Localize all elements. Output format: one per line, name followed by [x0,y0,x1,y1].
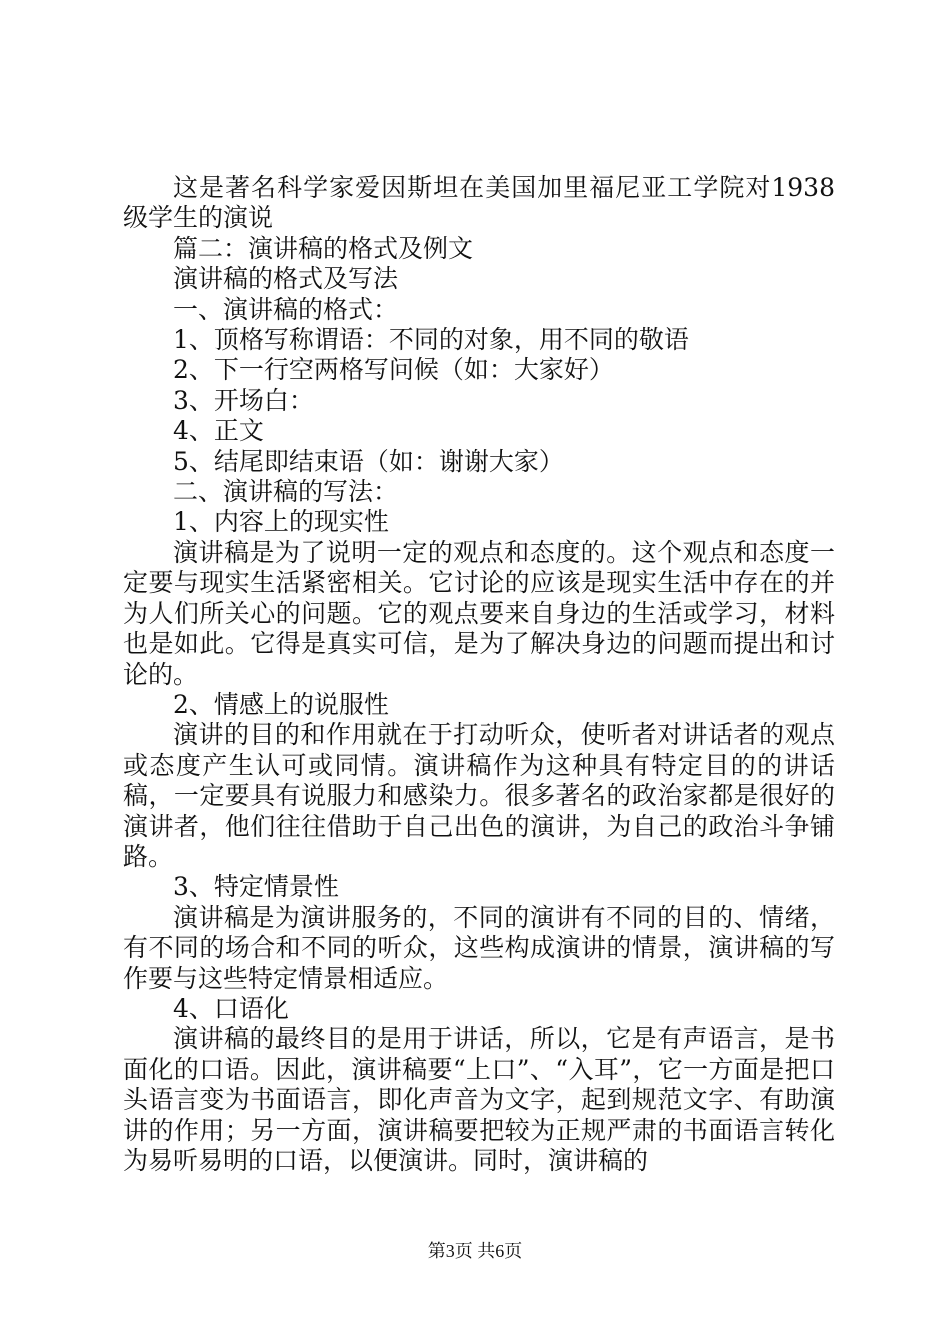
section-heading: 篇二：演讲稿的格式及例文 [173,233,474,263]
subheading: 演讲稿的格式及写法 [173,264,399,294]
paragraph: 演讲稿是为了说明一定的观点和态度的。这个观点和态度一定要与现实生活紧密相关。它讨论的应该是现实生活中存在的并为人们所关心的问题。它的观点要来自身边的生活或学习，材料也是如此。它得是真实可信，是为了解决身边的问题而提出和讨论的。 [123,537,835,689]
list-item: 3、开场白： [173,385,314,415]
list-item: 1、内容上的现实性 [173,507,389,537]
paragraph: 演讲稿是为演讲服务的，不同的演讲有不同的目的、情绪，有不同的场合和不同的听众，这些构成演讲的情景，演讲稿的写作要与这些特定情景相适应。 [123,902,835,993]
list-item: 2、下一行空两格写问候（如：大家好） [173,355,614,385]
list-item: 5、结尾即结束语（如：谢谢大家） [173,446,564,476]
list-item: 4、口语化 [173,993,289,1023]
list-item: 3、特定情景性 [173,872,339,902]
paragraph: 这是著名科学家爱因斯坦在美国加里福尼亚工学院对1938级学生的演说 [123,173,835,233]
list-item: 2、情感上的说服性 [173,689,389,719]
paragraph: 演讲的目的和作用就在于打动听众，使听者对讲话者的观点或态度产生认可或同情。演讲稿作为这种具有特定目的的讲话稿，一定要具有说服力和感染力。很多著名的政治家都是很好的演讲者，他们往往借助于自己出色的演讲，为自己的政治斗争铺路。 [123,720,835,871]
document-body [123,173,835,1176]
subheading: 二、演讲稿的写法： [173,477,399,507]
list-item: 4、正文 [173,416,264,446]
page-number-footer: 第3页 共6页 [427,1241,523,1261]
paragraph: 演讲稿的最终目的是用于讲话，所以，它是有声语言，是书面化的口语。因此，演讲稿要“上口”、“入耳”，它一方面是把口头语言变为书面语言，即化声音为文字，起到规范文字、有助演讲的作用；另一方面，演讲稿要把较为正规严肃的书面语言转化为易听易明的口语，以便演讲。同时，演讲稿的 [123,1024,835,1175]
subheading: 一、演讲稿的格式： [173,294,399,324]
list-item: 1、顶格写称谓语：不同的对象，用不同的敬语 [173,325,689,355]
